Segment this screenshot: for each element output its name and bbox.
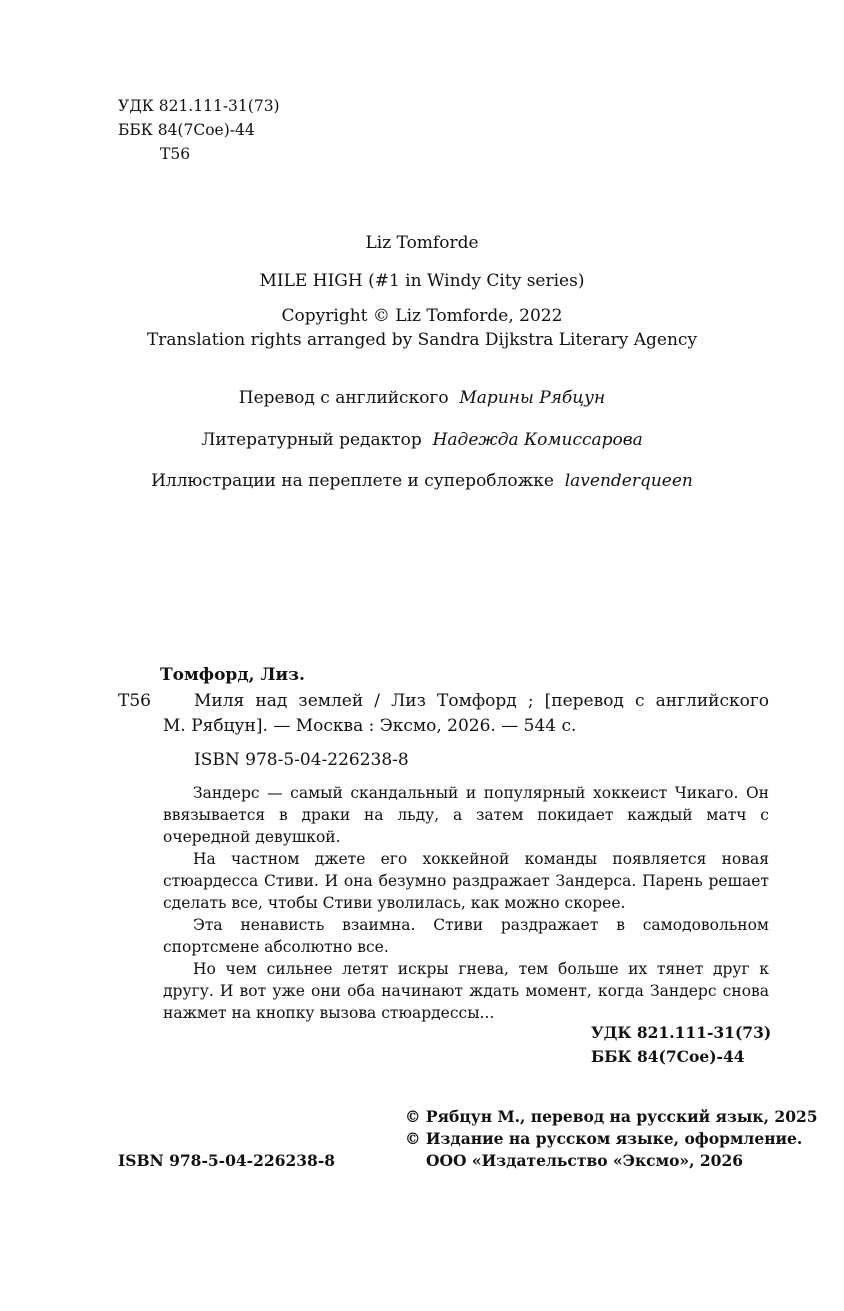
credit-translator	[0, 387, 844, 410]
biblio-title-line: Миля над землей / Лиз Томфорд ; [перевод с английского	[194, 691, 769, 711]
translation-rights: Translation rights arranged by Sandra Dijkstra Literary Agency	[146, 330, 698, 350]
original-title: MILE HIGH (#1 in Windy City series)	[259, 271, 585, 291]
credit-role: Иллюстрации на переплете и суперобложке	[151, 471, 554, 491]
credit-person: lavenderqueen	[564, 471, 693, 491]
author-mark: Т56	[160, 145, 191, 163]
biblio-author-heading: Томфорд, Лиз.	[160, 665, 305, 685]
original-author: Liz Tomforde	[365, 233, 479, 253]
credit-person: Марины Рябцун	[459, 388, 606, 408]
biblio-mark: Т56	[118, 691, 151, 711]
credit-role: Перевод с английского	[238, 388, 449, 408]
udk-code: УДК 821.111-31(73)	[118, 97, 280, 115]
annotation	[163, 782, 769, 1024]
original-copyright: Copyright © Liz Tomforde, 2022	[281, 306, 563, 326]
credit-editor	[0, 429, 844, 452]
annotation-paragraph: Но чем сильнее летят искры гнева, тем больше их тянет друг к другу. И вот уже они оба начинают ждать момент, когда Зандерс снова нажмет на кнопку вызова стюардессы...	[163, 960, 769, 1022]
annotation-paragraph: Зандерс — самый скандальный и популярный хоккеист Чикаго. Он ввязывается в драки на льду, а затем покидает каждый матч с очередной девушкой.	[163, 784, 769, 846]
footer-isbn: ISBN 978-5-04-226238-8	[118, 1151, 336, 1170]
bbk-code: ББК 84(7Сое)-44	[118, 121, 255, 139]
annotation-paragraph: На частном джете его хоккейной команды появляется новая стюардесса Стиви. И она безумно раздражает Зандерса. Парень решает сделать все, чтобы Стиви уволилась, как можно скорее.	[163, 850, 769, 912]
footer-copyright-translation: © Рябцун М., перевод на русский язык, 2025	[405, 1107, 818, 1126]
credit-person: Надежда Комиссарова	[432, 430, 643, 450]
footer-udk-code: УДК 821.111-31(73)	[591, 1023, 772, 1042]
credit-role: Литературный редактор	[201, 430, 422, 450]
biblio-isbn: ISBN 978-5-04-226238-8	[194, 750, 409, 770]
footer-publisher: ООО «Издательство «Эксмо», 2026	[426, 1151, 744, 1170]
annotation-paragraph: Эта ненависть взаимна. Стиви раздражает в самодовольном спортсмене абсолютно все.	[163, 916, 769, 956]
footer-bbk-code: ББК 84(7Сое)-44	[591, 1047, 745, 1066]
biblio-imprint-line: М. Рябцун]. — Москва : Эксмо, 2026. — 544 с.	[163, 716, 577, 736]
credit-illustrator	[0, 470, 844, 493]
footer-copyright-edition: © Издание на русском языке, оформление.	[405, 1129, 803, 1148]
